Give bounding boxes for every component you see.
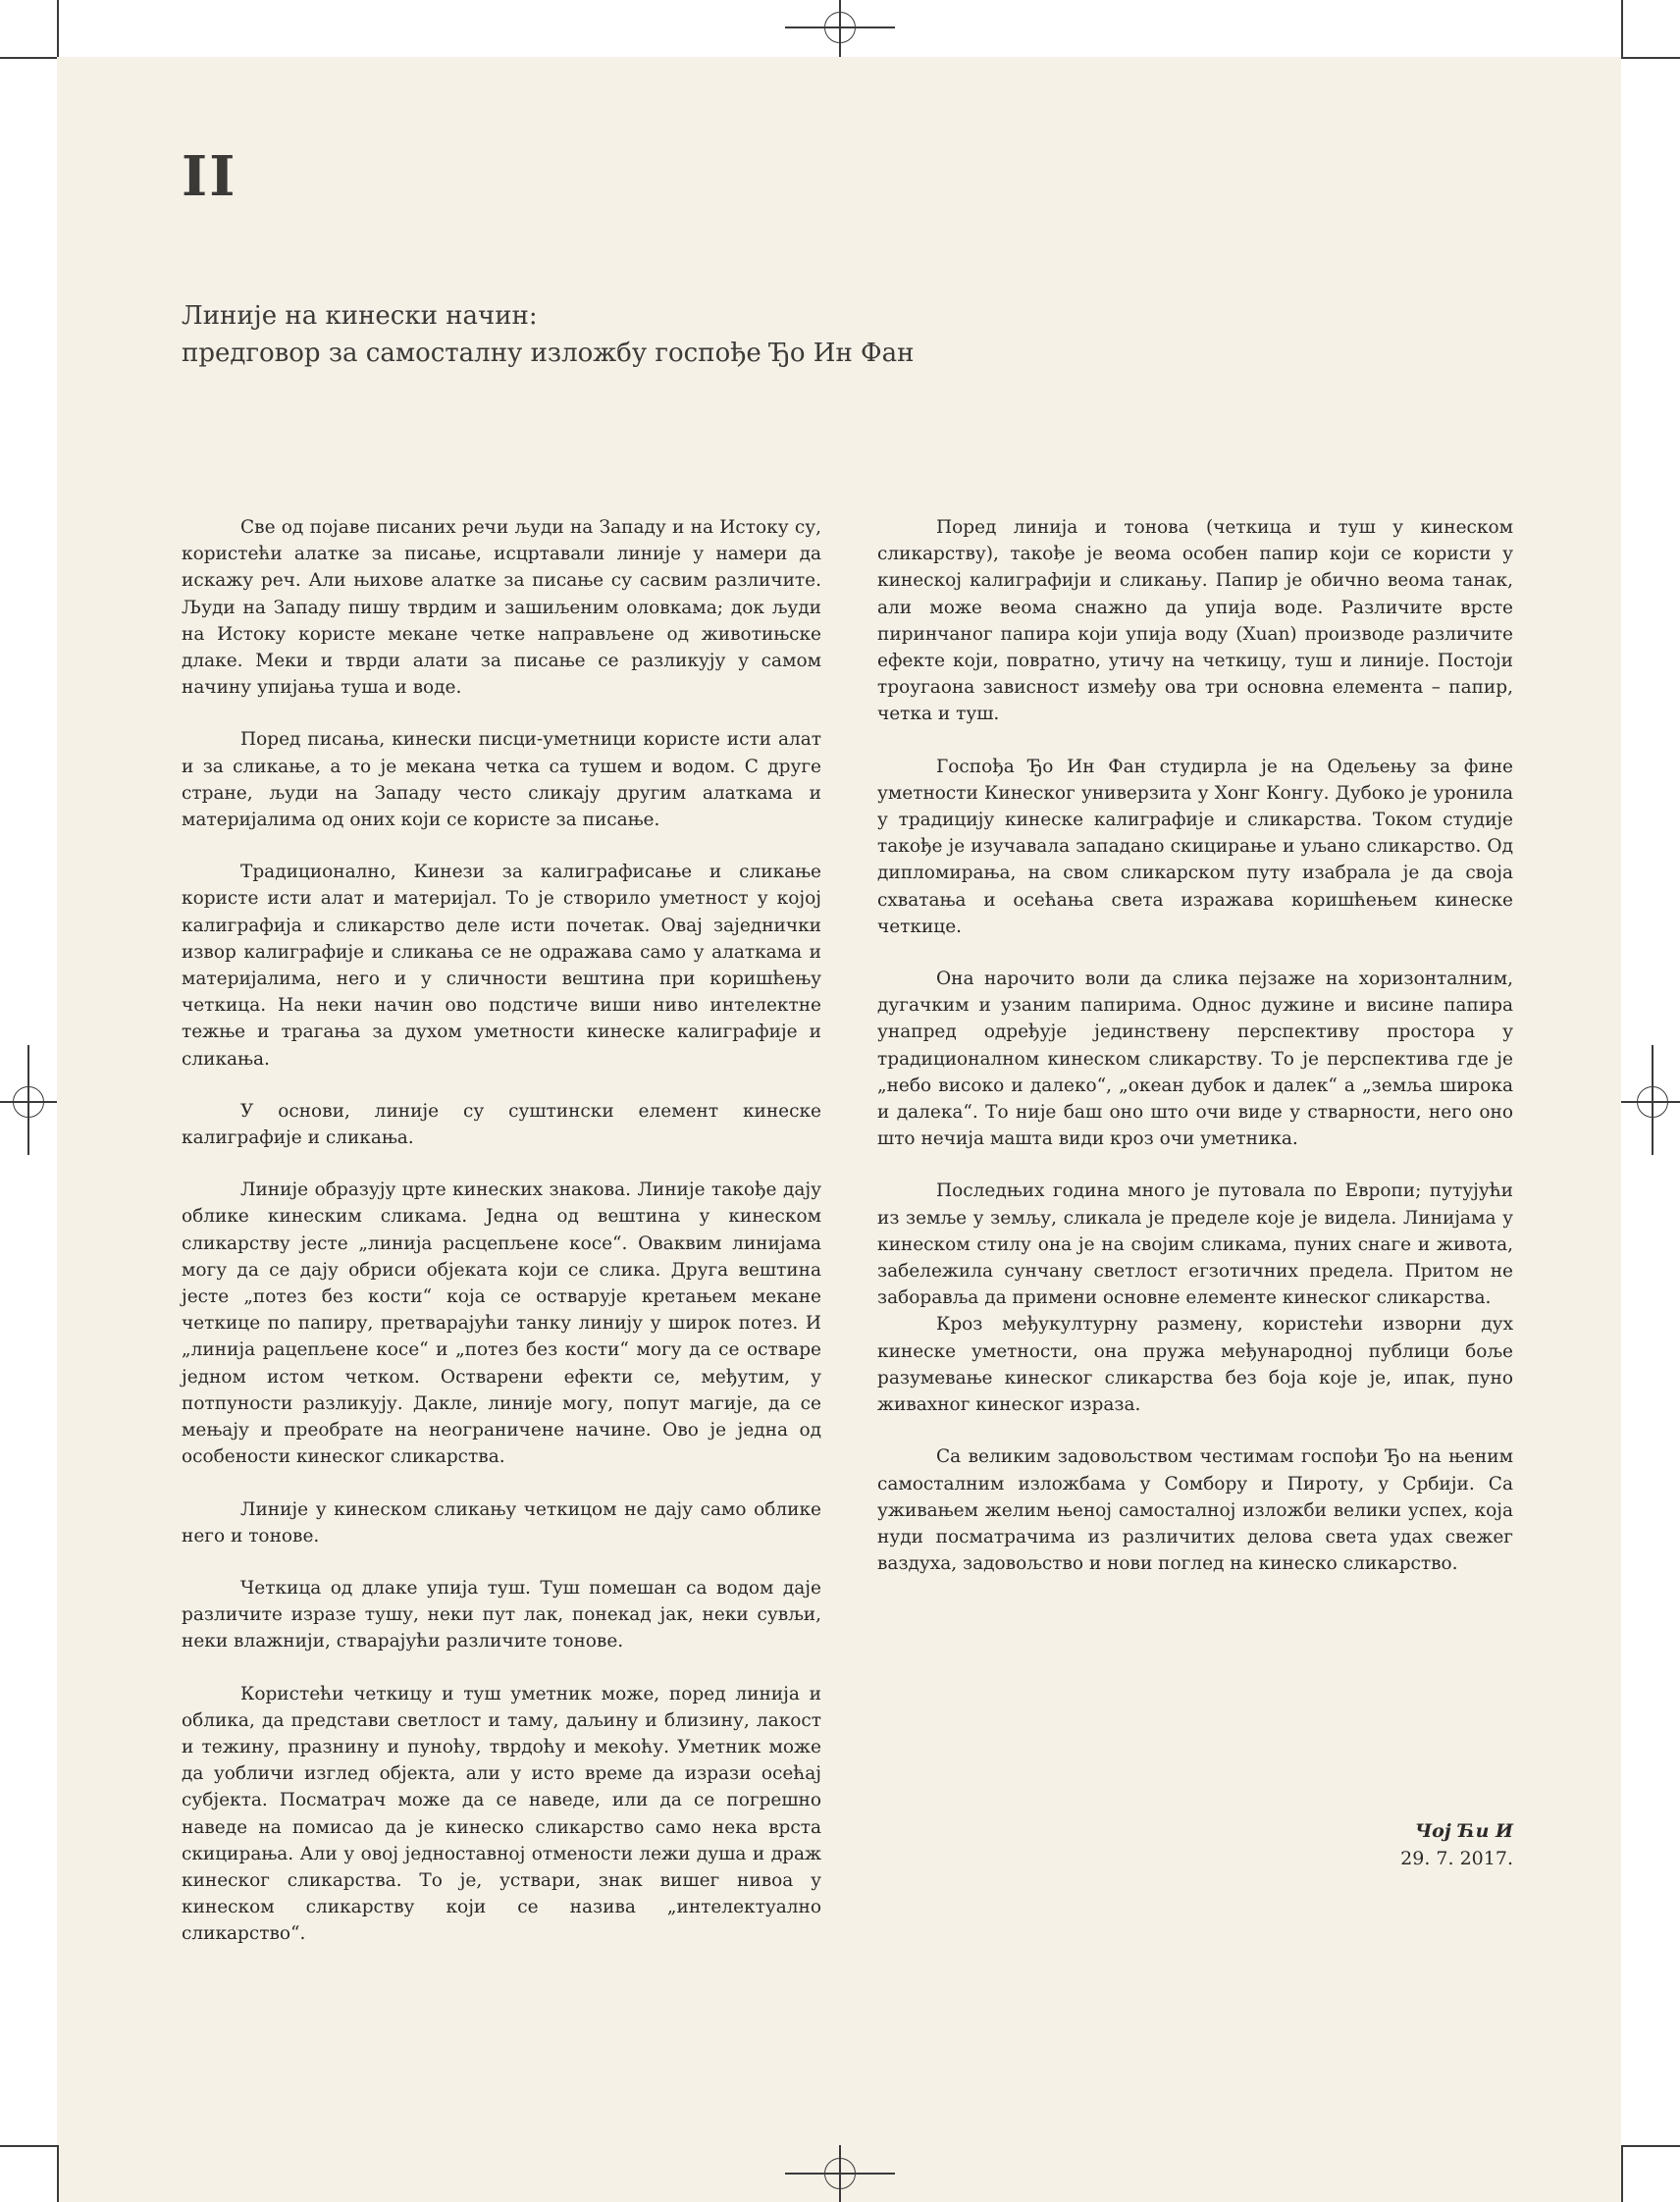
paragraph: Поред писања, кинески писци-уметници користе исти алат и за сликање, а то је мекана четка са тушем и водом. С друге стране, људи на Западу често сликају другим алаткама и материјалима од оних који се користе за писање. bbox=[182, 729, 821, 831]
author-name: Чој Ћи И bbox=[1414, 1820, 1513, 1842]
paragraph: Користећи четкицу и туш уметник може, поред линија и облика, да представи светлост и таму, даљину и близину, лакост и тежину, празнину и пуноћу, тврдоћу и мекоћу. Уметник може да уобличи изглед објекта, али у исто време да изрази осећај субјекта. Посматрач може да се наведе, или да се погрешно наведе на помисао да је кинеско сликарство само нека врста скицирања. Али у овој једноставној отмености лежи душа и драж кинеског сликарства. То је, уствари, знак вишег нивоа у кинеском сликарству који се назива „интелектуално сликарство“. bbox=[182, 1683, 821, 1945]
title-line-2: предговор за самосталну изложбу госпође Ђо Ин Фан bbox=[182, 339, 915, 368]
crop-mark bbox=[1621, 2145, 1623, 2202]
paragraph: Линије у кинеском сликању четкицом не дају само облике него и тонове. bbox=[182, 1498, 821, 1547]
paragraph: Са великим задовољством честимам госпођи Ђо на њеним самосталним изложбама у Сомбору и Пироту, у Србији. Са уживањем желим њеној самосталној изложби велики успех, која нуди посматрачима из различитих делова света удах свежег ваздуха, задовољство и нови поглед на кинеско сликарство. bbox=[877, 1446, 1513, 1575]
paragraph: Традиционално, Кинези за калиграфисање и сликање користе исти алат и материјал. То је створило уметност у којој калиграфија и сликарство деле исти почетак. Овај заједнички извор калиграфије и сликања се не одражава само у алаткама и материјалима, него и у сличности вештина при коришћењу четкица. На неки начин ово подстиче виши ниво интелектне тежње и трагања за духом уметности кинеске калиграфије и сликања. bbox=[182, 862, 821, 1070]
paragraph: Последњих година много је путовала по Европи; путујући из земље у земљу, сликала је пределе које је видела. Линијама у кинеском стилу она је на својим сликама, пуних снаге и живота, забележила сунчану светлост егзотичних предела. Притом не заборавља да примени основне елементе кинеског сликарства. bbox=[877, 1180, 1513, 1309]
left-text-column bbox=[182, 514, 821, 1948]
right-text-column bbox=[877, 514, 1513, 1577]
paragraph: Све од појаве писаних речи људи на Западу и на Истоку су, користећи алатке за писање, исцртавали линије у намери да искажу реч. Али њихове алатке за писање су сасвим различите. Људи на Западу пишу тврдим и зашиљеним оловкама; док људи на Истоку користе мекане четке направљене од животињске длаке. Меки и тврди алати за писање се разликују у самом начину упијања туша и воде. bbox=[182, 517, 821, 699]
crop-mark bbox=[57, 0, 59, 57]
title-line-1: Линије на кинески начин: bbox=[182, 301, 538, 331]
crop-mark bbox=[1621, 0, 1623, 57]
crop-mark bbox=[0, 2145, 57, 2147]
crop-mark bbox=[0, 57, 57, 59]
paragraph: Линије образују црте кинеских знакова. Линије такође дају облике кинеским сликама. Једна од вештина у кинеском сликарству јесте „линија расцепљене косе“. Оваквим линијама могу да се дају обриси објеката који се слика. Друга вештина јесте „потез без кости“ која се остварује кретањем мекане четкице по папиру, претварајући танку линију у широк потез. И „линија рацепљене косе“ и „потез без кости“ могу да се остваре једном истом четком. Остварени ефекти се, међутим, у потпуности разликују. Дакле, линије могу, попут магије, да се мењају и преобрате на неограничене начине. Ово је једна од особености кинеског сликарства. bbox=[182, 1180, 821, 1468]
crop-mark bbox=[1621, 2145, 1680, 2147]
crop-mark bbox=[1621, 57, 1680, 59]
article-title bbox=[182, 297, 914, 372]
crop-mark bbox=[57, 2145, 59, 2202]
paragraph: Четкица од длаке упија туш. Туш помешан са водом даје различите изразе тушу, неки пут лак, понекад јак, неки сувљи, неки влажнији, стварајући различите тонове. bbox=[182, 1577, 821, 1652]
paragraph: Кроз међукултурну размену, користећи изворни дух кинеске уметности, она пружа међународној публици боље разумевање кинеског сликарства без боја које је, ипак, пуно живахног кинеског израза. bbox=[877, 1314, 1513, 1416]
signature-block bbox=[1400, 1817, 1513, 1872]
paragraph: Госпођа Ђо Ин Фан студирла је на Одељењу за фине уметности Кинеског универзита у Хонг Конгу. Дубоко је уронила у традицију кинеске калиграфије и сликарства. Током студије такође је изучавала западано скицирање и уљано сликарство. Од дипломирања, на свом сликарском путу изабрала је да своја схватања и осећања света изражава коришћењем кинеске четкице. bbox=[877, 756, 1513, 937]
paragraph: У основи, линије су суштински елемент кинеске калиграфије и сликања. bbox=[182, 1100, 821, 1149]
paragraph: Поред линија и тонова (четкица и туш у кинеском сликарству), такође је веома особен папир који се користи у кинеској калиграфији и сликању. Папир је обично веома танак, али може веома снажно да упија воде. Различите врсте пиринчаног папира који упија воду (Xuan) производе различите ефекте који, повратно, утичу на четкицу, туш и линије. Постоји троугаона зависност између ова три основна елемента – папир, четка и туш. bbox=[877, 517, 1513, 725]
chapter-numeral: II bbox=[182, 144, 237, 209]
paragraph: Она нарочито воли да слика пејзаже на хоризонталним, дугачким и узаним папирима. Однос дужине и висине папира унапред одређује јединствену перспективу простора у традиционалном кинеском сликарству. То је перспектива где је „небо високо и далеко“, „океан дубок и далек“ а „земља широка и далека“. То није баш оно што очи виде у стварности, него оно што нечија машта види кроз очи уметника. bbox=[877, 969, 1513, 1150]
signature-date: 29. 7. 2017. bbox=[1400, 1848, 1513, 1869]
